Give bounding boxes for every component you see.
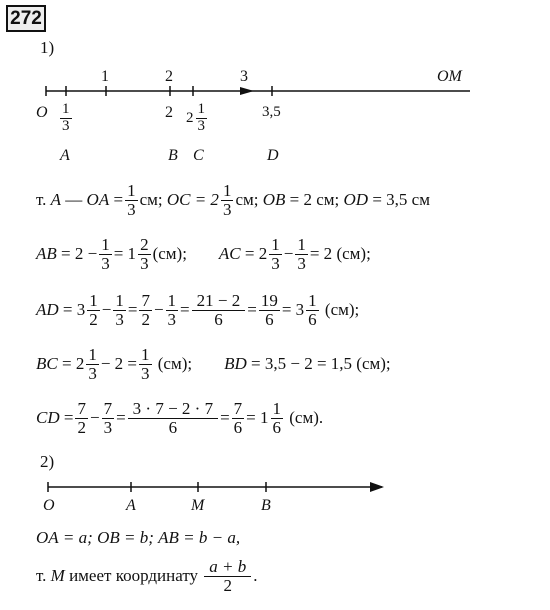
origin-label: O — [36, 104, 48, 121]
tick-label-c: 2 $\frac{1}{3}$ — [186, 101, 205, 134]
part2-conclusion: т. M имеет координату $\frac{a + b}{2}$ . — [36, 557, 258, 595]
part1-label: 1) — [40, 38, 55, 57]
equation-line-1: т. A — OA = $\frac{1}{3}$ см; OC = 2 $\frac{1}{3}$ см; OB = 2 см; OD = 3,5 см — [36, 181, 430, 219]
axis-name: OM — [437, 68, 462, 85]
tick-label-d: 3,5 — [262, 104, 281, 120]
part2-point-o: O — [43, 497, 55, 514]
tick-label-b: 2 — [165, 104, 173, 121]
point-a-label: A — [60, 147, 70, 164]
tick-label-2: 2 — [165, 68, 173, 85]
point-c-label: C — [193, 147, 204, 164]
point-d-label: D — [267, 147, 279, 164]
equation-line-3: AD = 3 $\frac{1}{2}$ − $\frac{1}{3}$ = $\frac{7}{2}$ − $\frac{1}{3}$ = $\frac{21 - 2}{6}$ = $\frac{19}{6}$ = 3 $\frac{1}{6}$ (см); — [36, 291, 360, 329]
point-b-label: B — [168, 147, 178, 164]
part2-point-a: A — [126, 497, 136, 514]
part2-equation-line: OA = a; OB = b; AB = b − a, — [36, 528, 241, 547]
equation-line-2: AB = 2 − $\frac{1}{3}$ = 1 $\frac{2}{3}$ (см); AC = 2 $\frac{1}{3}$ − $\frac{1}{3}$ = 2 (см); — [36, 235, 371, 273]
tick-label-3: 3 — [240, 68, 248, 85]
problem-number: 272 — [6, 5, 46, 32]
part2-point-b: B — [261, 497, 271, 514]
equation-line-4: BC = 2 $\frac{1}{3}$ − 2 = $\frac{1}{3}$ (см); BD = 3,5 − 2 = 1,5 (см); — [36, 345, 391, 383]
tick-label-one-third: $\frac{1}{3}$ — [62, 101, 70, 134]
tick-label-1: 1 — [101, 68, 109, 85]
part2-number-line — [48, 482, 384, 492]
part2-point-m: M — [191, 497, 205, 514]
equation-line-5: CD = $\frac{7}{2}$ − $\frac{7}{3}$ = $\frac{3 \cdot 7 - 2 \cdot 7}{6}$ = $\frac{7}{6}$ = 1 $\frac{1}{6}$ (см). — [36, 399, 324, 437]
part2-label: 2) — [40, 452, 55, 471]
axis-arrow — [240, 87, 254, 95]
